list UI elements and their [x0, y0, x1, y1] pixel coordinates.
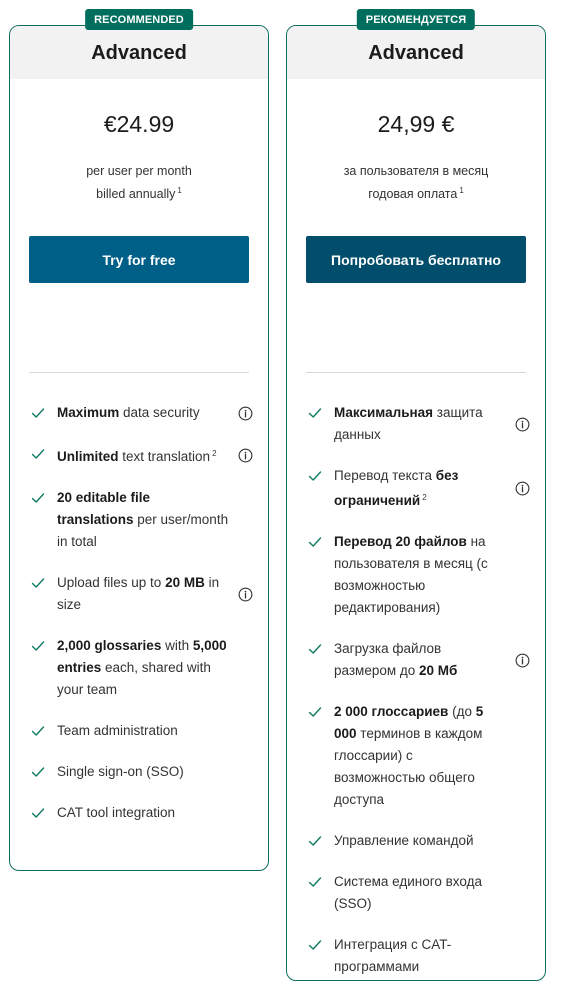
feature-item	[306, 638, 532, 682]
info-icon[interactable]	[515, 481, 530, 496]
feature-emphasis: 5 000	[334, 704, 484, 741]
checkmark-icon	[308, 469, 322, 483]
plan-name: Advanced	[10, 26, 268, 79]
checkmark-icon	[308, 642, 322, 656]
checkmark-icon	[31, 447, 45, 461]
feature-text	[334, 468, 458, 508]
billing-period: per user per month	[86, 164, 192, 178]
checkmark-icon	[308, 875, 322, 889]
billing-terms-text: billed annually	[96, 187, 176, 201]
feature-item	[306, 934, 532, 978]
feature-emphasis: Перевод 20 файлов	[334, 534, 467, 549]
feature-text-part: на пользователя в месяц (с возможностью редактирования)	[334, 534, 488, 615]
feature-text	[334, 534, 488, 615]
feature-text	[334, 874, 482, 911]
feature-text-part: Управление командой	[334, 833, 474, 848]
divider	[29, 372, 249, 373]
checkmark-icon	[31, 765, 45, 779]
feature-text-part: терминов в каждом глоссарии) с возможностью общего доступа	[334, 726, 483, 807]
feature-item	[29, 802, 255, 824]
feature-text	[334, 937, 451, 974]
footnote-marker: 1	[459, 186, 464, 195]
billing-period: за пользователя в месяц	[343, 164, 489, 178]
try-for-free-button[interactable]: Try for free	[29, 236, 249, 283]
recommended-badge: RECOMMENDED	[85, 9, 193, 30]
feature-item	[29, 635, 255, 701]
checkmark-icon	[308, 705, 322, 719]
checkmark-icon	[308, 938, 322, 952]
checkmark-icon	[31, 576, 45, 590]
feature-text	[57, 723, 178, 738]
checkmark-icon	[31, 724, 45, 738]
checkmark-icon	[31, 806, 45, 820]
pricing-card-english	[9, 14, 269, 871]
feature-text-part: (до	[448, 704, 476, 719]
info-icon[interactable]	[238, 448, 253, 463]
footnote-marker: 2	[422, 493, 427, 502]
pricing-card-russian	[286, 14, 546, 981]
feature-text-part: Upload files up to	[57, 575, 166, 590]
feature-text	[334, 405, 483, 442]
checkmark-icon	[31, 639, 45, 653]
feature-item	[306, 701, 532, 811]
feature-text	[57, 575, 219, 612]
footnote-marker: 2	[212, 449, 217, 458]
plan-price: €24.99	[103, 111, 175, 137]
feature-emphasis: 20 editable file translations	[57, 490, 151, 527]
feature-item	[29, 402, 255, 424]
billing-info	[287, 162, 545, 204]
feature-item	[306, 465, 532, 512]
feature-emphasis: Maximum	[57, 405, 120, 420]
feature-emphasis: Unlimited	[57, 449, 119, 464]
feature-text	[57, 490, 228, 549]
info-icon[interactable]	[238, 587, 253, 602]
checkmark-icon	[308, 535, 322, 549]
billing-terms	[10, 181, 268, 204]
feature-text-part: защита данных	[334, 405, 483, 442]
feature-item	[29, 572, 255, 616]
billing-terms-text: годовая оплата	[368, 187, 458, 201]
feature-emphasis: 5,000 entries	[57, 638, 227, 675]
billing-info	[10, 162, 268, 204]
feature-text-part: Перевод текста	[334, 468, 436, 483]
feature-text-part: per user/month in total	[57, 512, 229, 549]
feature-item	[306, 531, 532, 619]
feature-text-part: Single sign-on (SSO)	[57, 764, 184, 779]
feature-text	[334, 704, 483, 807]
feature-emphasis: Максимальная	[334, 405, 434, 420]
feature-item	[29, 443, 255, 468]
feature-emphasis: 2,000 glossaries	[57, 638, 162, 653]
feature-text-part: with	[161, 638, 193, 653]
try-for-free-button[interactable]: Попробовать бесплатно	[306, 236, 526, 283]
feature-emphasis: 20 MB	[165, 575, 205, 590]
recommended-badge: РЕКОМЕНДУЕТСЯ	[357, 9, 475, 30]
feature-text	[334, 641, 457, 678]
feature-text	[57, 764, 184, 779]
feature-text	[57, 405, 200, 420]
feature-text-part: Загрузка файлов размером до	[334, 641, 442, 678]
feature-item	[306, 871, 532, 915]
plan-name: Advanced	[287, 26, 545, 79]
feature-text-part: each, shared with your team	[57, 660, 211, 697]
plan-price: 24,99 €	[377, 111, 455, 137]
info-icon[interactable]	[238, 406, 253, 421]
checkmark-icon	[31, 406, 45, 420]
feature-item	[306, 830, 532, 852]
feature-text-part: in size	[57, 575, 220, 612]
feature-text-part: Система единого входа (SSO)	[334, 874, 482, 911]
feature-list	[306, 402, 532, 997]
info-icon[interactable]	[515, 417, 530, 432]
feature-text	[57, 638, 227, 697]
checkmark-icon	[31, 491, 45, 505]
feature-item	[29, 761, 255, 783]
feature-text-part: CAT tool integration	[57, 805, 176, 820]
feature-emphasis: 20 Мб	[419, 663, 458, 678]
feature-text-part: Team administration	[57, 723, 178, 738]
feature-emphasis: 2 000 глоссариев	[334, 704, 449, 719]
feature-item	[29, 720, 255, 742]
divider	[306, 372, 526, 373]
info-icon[interactable]	[515, 653, 530, 668]
billing-terms	[287, 181, 545, 204]
feature-text-part: Интеграция с CAT-программами	[334, 937, 452, 974]
feature-emphasis: без ограничений	[334, 468, 459, 508]
feature-list	[29, 402, 255, 843]
feature-text	[334, 833, 474, 848]
feature-item	[29, 487, 255, 553]
checkmark-icon	[308, 834, 322, 848]
feature-text-part: data security	[119, 405, 200, 420]
checkmark-icon	[308, 406, 322, 420]
footnote-marker: 1	[177, 186, 182, 195]
feature-text	[57, 449, 217, 464]
feature-text	[57, 805, 175, 820]
feature-item	[306, 402, 532, 446]
feature-text-part: text translation	[118, 449, 211, 464]
